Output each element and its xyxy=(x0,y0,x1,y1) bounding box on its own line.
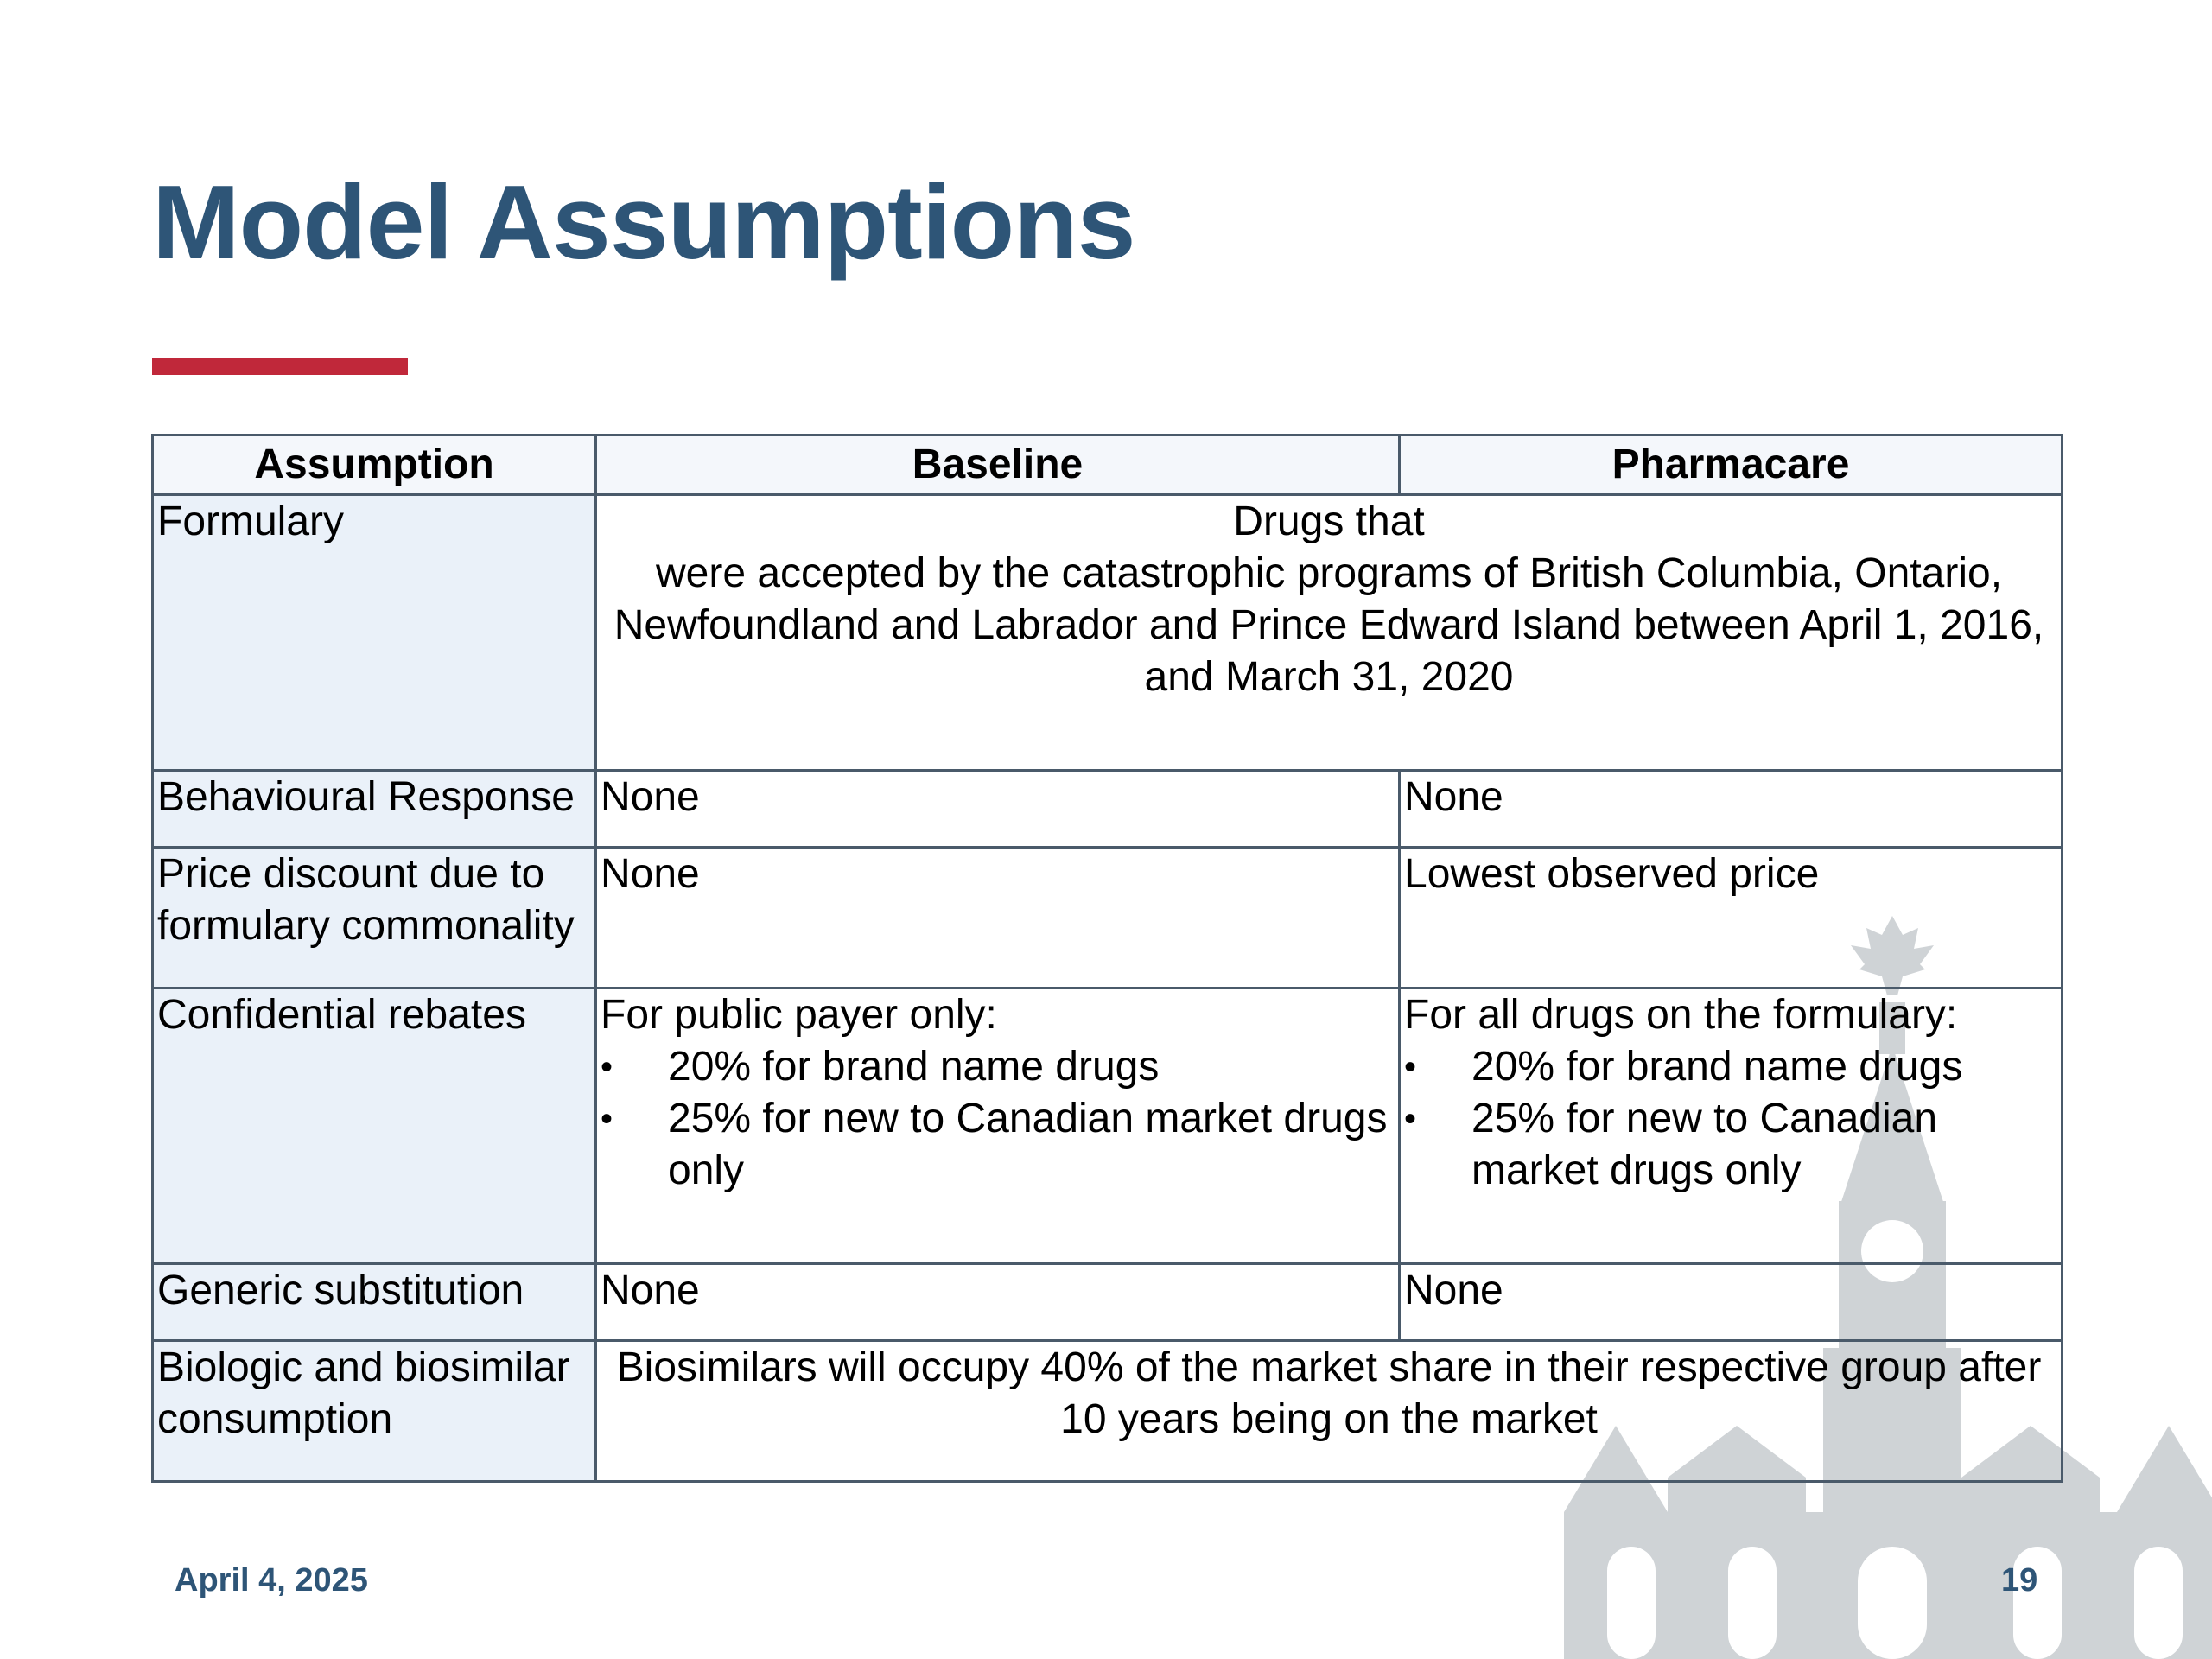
price-pharmacare: Lowest observed price xyxy=(1400,848,2063,988)
table-header-row xyxy=(153,435,2063,495)
row-label-rebates: Confidential rebates xyxy=(153,988,596,1264)
behavioural-baseline: None xyxy=(596,771,1400,848)
formulary-line-1: Drugs that xyxy=(1233,499,1425,544)
row-label-generic: Generic substitution xyxy=(153,1264,596,1341)
behavioural-pharmacare: None xyxy=(1400,771,2063,848)
formulary-line-2: were accepted by the catastrophic programs of British Columbia, Ontario, Newfoundland and Labrador and Prince Edward Island between April 1, 2016, and March 31, 2020 xyxy=(613,550,2044,700)
table-row xyxy=(153,848,2063,988)
row-label-behavioural: Behavioural Response xyxy=(153,771,596,848)
title-accent-rule xyxy=(152,358,408,375)
list-item: • 20% for brand name drugs xyxy=(1404,1041,2057,1093)
assumptions-table xyxy=(151,434,2063,1483)
table-row xyxy=(153,771,2063,848)
table-row xyxy=(153,495,2063,771)
list-item: • 20% for brand name drugs xyxy=(601,1041,1395,1093)
header-assumption: Assumption xyxy=(153,435,596,495)
footer-date: April 4, 2025 xyxy=(175,1562,368,1599)
price-baseline: None xyxy=(596,848,1400,988)
list-item: • 25% for new to Canadian market drugs only xyxy=(601,1093,1395,1197)
header-pharmacare: Pharmacare xyxy=(1400,435,2063,495)
row-label-formulary: Formulary xyxy=(153,495,596,771)
slide-title: Model Assumptions xyxy=(152,163,1135,281)
list-item: • 25% for new to Canadian market drugs only xyxy=(1404,1093,2057,1197)
row-label-price: Price discount due to formulary commonality xyxy=(153,848,596,988)
rebates-pharmacare-list xyxy=(1404,1041,2057,1197)
rebates-baseline xyxy=(596,988,1400,1264)
biologic-merged-cell: Biosimilars will occupy 40% of the market share in their respective group after 10 years being on the market xyxy=(596,1341,2063,1482)
table-row xyxy=(153,1264,2063,1341)
generic-baseline: None xyxy=(596,1264,1400,1341)
rebates-baseline-list xyxy=(601,1041,1395,1197)
page-number: 19 xyxy=(2001,1562,2038,1599)
table-row xyxy=(153,988,2063,1264)
table-row xyxy=(153,1341,2063,1482)
generic-pharmacare: None xyxy=(1400,1264,2063,1341)
row-label-biologic: Biologic and biosimilar consumption xyxy=(153,1341,596,1482)
rebates-baseline-intro: For public payer only: xyxy=(601,992,997,1038)
rebates-pharmacare xyxy=(1400,988,2063,1264)
header-baseline: Baseline xyxy=(596,435,1400,495)
rebates-pharmacare-intro: For all drugs on the formulary: xyxy=(1404,992,1958,1038)
formulary-merged-cell xyxy=(596,495,2063,771)
